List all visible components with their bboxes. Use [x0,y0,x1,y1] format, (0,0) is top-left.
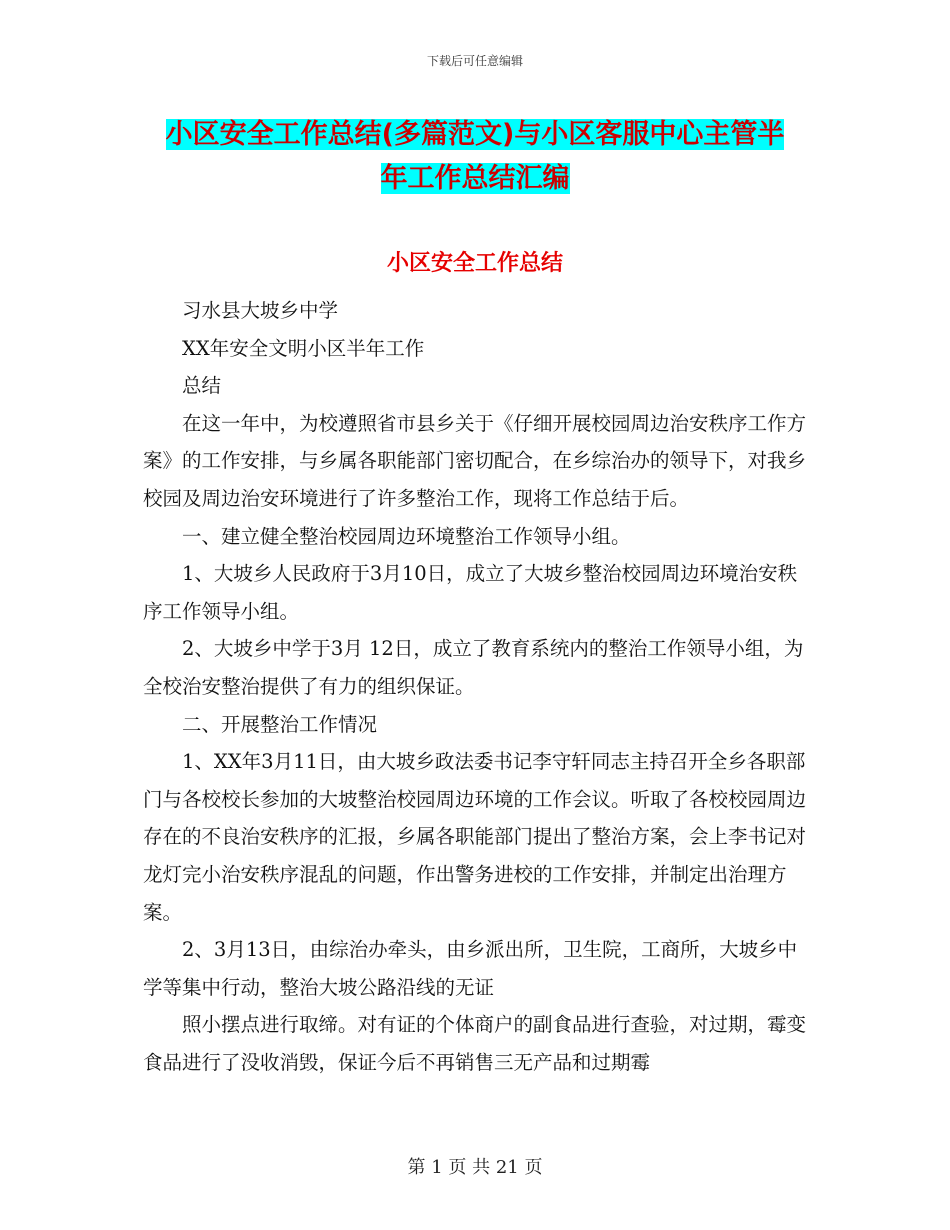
paragraph: 总结 [182,374,222,398]
document-title-line-1 [0,112,950,151]
document-body [143,292,808,1081]
paragraph: XX年安全文明小区半年工作 [182,336,425,360]
paragraph: 习水县大坡乡中学 [182,299,339,322]
paragraph: 1、XX年3月11日，由大坡乡政法委书记李守轩同志主持召开全乡各职部门与各校校长参加的大坡整治校园周边环境的工作会议。听取了各校校园周边存在的不良治安秩序的汇报，乡属各职能部门提出了整治方案，会上李书记对龙灯完小治安秩序混乱的问题，作出警务进校的工作安排，并制定出治理方案。 [143,750,807,924]
title-highlight-1: 小区安全工作总结(多篇范文)与小区客服中心主管半 [165,119,785,150]
paragraph: 在这一年中，为校遵照省市县乡关于《仔细开展校园周边治安秩序工作方案》的工作安排，与乡属各职能部门密切配合，在乡综治办的领导下，对我乡校园及周边治安环境进行了许多整治工作，现将工作总结于后。 [143,411,807,510]
paragraph: 1、大坡乡人民政府于3月10日，成立了大坡乡整治校园周边环境治安秩序工作领导小组。 [143,562,798,623]
paragraph: 照小摆点进行取缔。对有证的个体商户的副食品进行查验，对过期，霉变食品进行了没收消毁，保证今后不再销售三无产品和过期霉 [143,1013,807,1074]
paragraph: 二、开展整治工作情况 [182,712,378,736]
page-header-note: 下载后可任意编辑 [426,54,523,68]
paragraph: 2、3月13日，由综治办牵头，由乡派出所，卫生院，工商所，大坡乡中学等集中行动，整治大坡公路沿线的无证 [143,938,798,999]
page-number: 第 1 页 共 21 页 [407,1157,543,1178]
title-highlight-2: 年工作总结汇编 [380,163,570,194]
paragraph: 2、大坡乡中学于3月 12日，成立了教育系统内的整治工作领导小组，为全校治安整治提供了有力的组织保证。 [143,637,804,698]
section-title: 小区安全工作总结 [386,251,563,276]
document-title-line-2 [0,156,950,195]
paragraph: 一、建立健全整治校园周边环境整治工作领导小组。 [182,524,631,548]
